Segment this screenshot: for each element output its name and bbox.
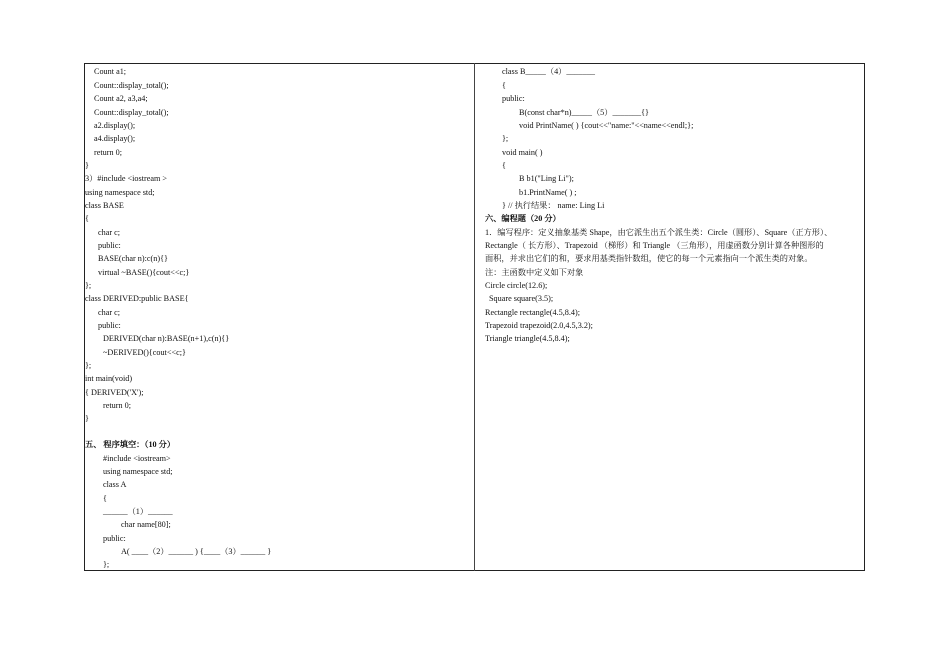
code-line: public: <box>103 534 126 543</box>
code-line: { <box>103 494 107 503</box>
code-line: { <box>502 81 506 90</box>
code-line: return 0; <box>103 401 131 410</box>
code-line: B b1("Ling Li"); <box>519 174 574 183</box>
code-line: Count a2, a3,a4; <box>94 94 148 103</box>
text-line: Rectangle（ 长方形）、Trapezoid （梯形）和 Triangle （三角形），用虚函数分别计算各种图形的 <box>485 241 824 250</box>
code-line: void PrintName( ) {cout<<"name:"<<name<<endl;}; <box>519 121 694 130</box>
code-line: class B_____（4）_______ <box>502 67 596 76</box>
code-line: DERIVED(char n):BASE(n+1),c(n){} <box>103 334 230 343</box>
code-line: class A <box>103 480 127 489</box>
code-line: ______（1）______ <box>103 507 173 516</box>
code-line: Trapezoid trapezoid(2.0,4.5,3.2); <box>485 321 593 330</box>
section-heading-fill-in: 五、 程序填空：（10 分） <box>85 440 176 449</box>
code-line: return 0; <box>94 148 122 157</box>
code-line: }; <box>502 134 509 143</box>
code-line: { <box>85 214 89 223</box>
code-line: Count a1; <box>94 67 127 76</box>
code-line: public: <box>98 321 121 330</box>
section-heading-programming: 六、编程题（20 分） <box>485 214 561 223</box>
code-line: b1.PrintName( ) ; <box>519 188 577 197</box>
code-line: a2.display(); <box>94 121 136 130</box>
code-line: }; <box>103 560 110 569</box>
code-line: } // 执行结果： name: Ling Li <box>502 201 605 210</box>
code-line: using namespace std; <box>85 188 155 197</box>
code-line: 3）#include <iostream > <box>85 174 167 183</box>
code-line: virtual ~BASE(){cout<<c;} <box>98 268 190 277</box>
code-line: }; <box>85 361 92 370</box>
code-line: Rectangle rectangle(4.5,8.4); <box>485 308 581 317</box>
code-line: a4.display(); <box>94 134 136 143</box>
code-line: { <box>502 161 506 170</box>
code-line: ~DERIVED(){cout<<c;} <box>103 348 186 357</box>
code-line: class DERIVED:public BASE{ <box>85 294 189 303</box>
code-line: void main( ) <box>502 148 543 157</box>
code-line: }; <box>85 281 92 290</box>
code-line: Circle circle(12.6); <box>485 281 548 290</box>
code-line: char name[80]; <box>121 520 171 529</box>
code-line: A( ____（2）______ ) {____（3）______ } <box>121 547 272 556</box>
code-line: #include <iostream> <box>103 454 171 463</box>
code-line: char c; <box>98 228 121 237</box>
code-line: public: <box>98 241 121 250</box>
code-line: } <box>85 414 89 423</box>
code-line: Count::display_total(); <box>94 81 169 90</box>
text-line: 1．编写程序：定义抽象基类 Shape，由它派生出五个派生类：Circle（圆形）、Square（正方形）、 <box>485 228 833 237</box>
code-line: B(const char*n)_____（5）_______{} <box>519 108 649 117</box>
code-line: Triangle triangle(4.5,8.4); <box>485 334 570 343</box>
code-line: BASE(char n):c(n){} <box>98 254 168 263</box>
text-line: 面积，并求出它们的和，要求用基类指针数组，使它的每一个元素指向一个派生类的对象。 <box>485 254 813 263</box>
code-line: char c; <box>98 308 121 317</box>
code-line: class BASE <box>85 201 124 210</box>
code-line: { DERIVED('X'); <box>85 388 144 397</box>
code-line: Count::display_total(); <box>94 108 169 117</box>
code-line: Square square(3.5); <box>489 294 554 303</box>
code-line: } <box>85 161 89 170</box>
text-line: 注：主函数中定义如下对象 <box>485 268 584 277</box>
code-line: using namespace std; <box>103 467 173 476</box>
code-line: int main(void) <box>85 374 133 383</box>
code-line: public: <box>502 94 525 103</box>
column-divider <box>474 63 475 571</box>
